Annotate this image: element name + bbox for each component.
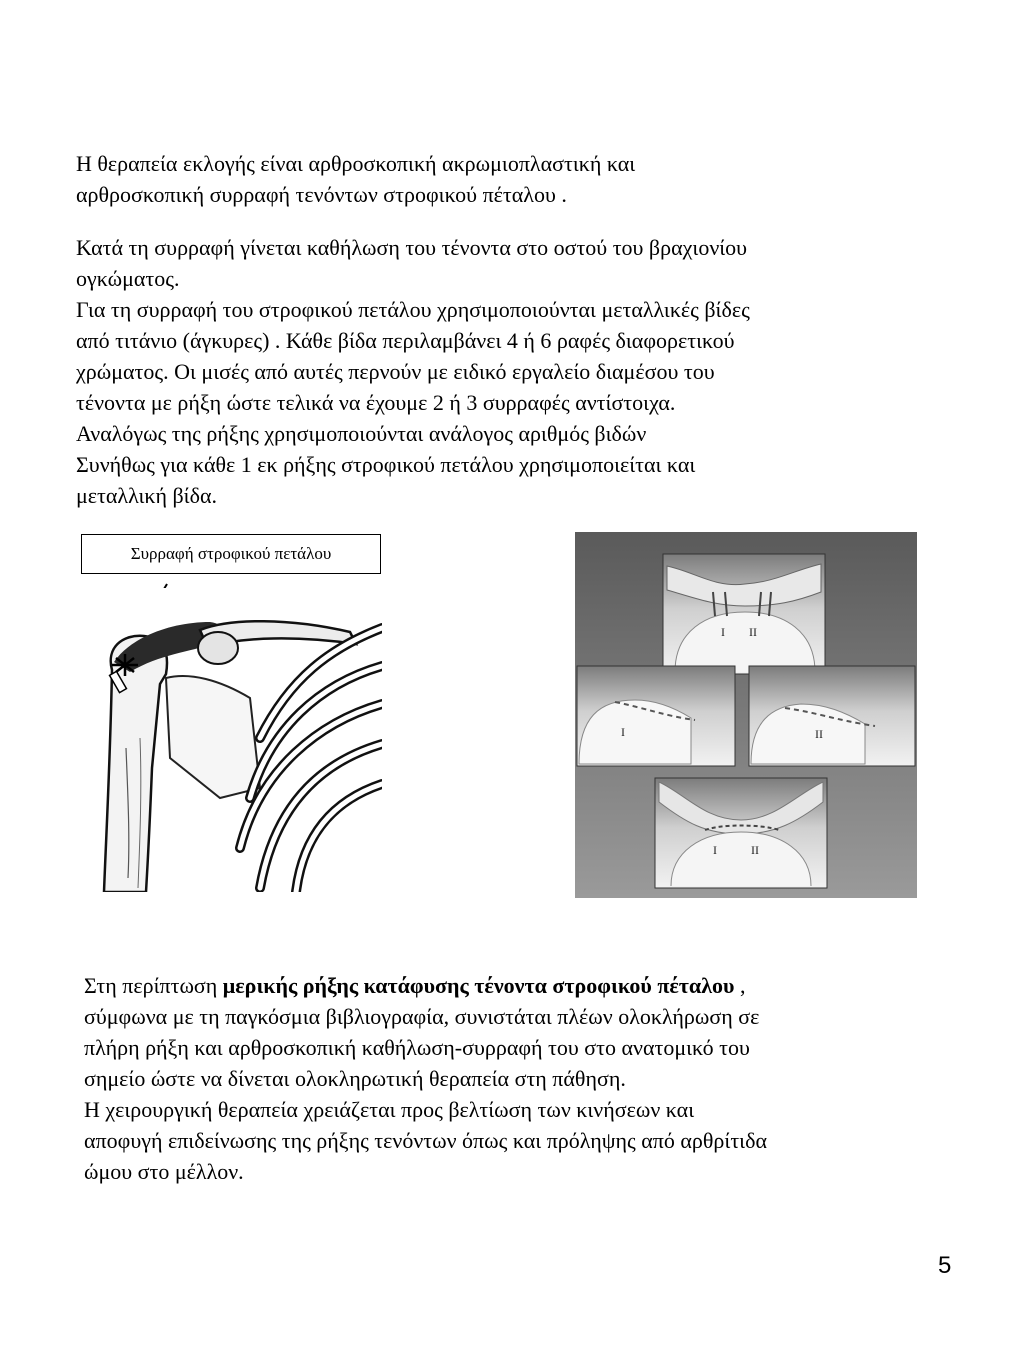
figure-callout-label: Συρραφή στροφικού πετάλου — [81, 534, 381, 574]
text-line: Κατά τη συρραφή γίνεται καθήλωση του τένοντα στο οστού του βραχιονίου — [76, 235, 748, 260]
text-line: τένοντα με ρήξη ώστε τελικά να έχουμε 2 ή 3 συρραφές αντίστοιχα. — [76, 390, 676, 415]
text-line: Η χειρουργική θεραπεία χρειάζεται προς βελτίωση των κινήσεων και — [84, 1097, 695, 1122]
label-top-II: II — [749, 625, 757, 639]
step-panel-left — [577, 666, 735, 766]
text-fragment: Στη περίπτωση — [84, 973, 223, 998]
text-line: ογκώματος. — [76, 266, 180, 291]
text-line: ώμου στο μέλλον. — [84, 1159, 244, 1184]
text-line: χρώματος. Οι μισές από αυτές περνούν με ειδικό εργαλείο διαμέσου του — [76, 359, 715, 384]
step-panel-top — [663, 554, 825, 674]
text-line: Συνήθως για κάθε 1 εκ ρήξης στροφικού πετάλου χρησιμοποιείται και — [76, 452, 696, 477]
text-line: σημείο ώστε να δίνεται ολοκληρωτική θεραπεία στη πάθηση. — [84, 1066, 626, 1091]
text-fragment: , — [734, 973, 746, 998]
text-line: αρθροσκοπική συρραφή τενόντων στροφικού πέταλου . — [76, 182, 567, 207]
step-panel-bottom — [655, 778, 827, 888]
text-line: Για τη συρραφή του στροφικού πετάλου χρησιμοποιούνται μεταλλικές βίδες — [76, 297, 750, 322]
text-line — [84, 970, 964, 1001]
label-bottom-II: II — [751, 843, 759, 857]
label-right-II: II — [815, 727, 823, 741]
text-line: από τιτάνιο (άγκυρες) . Κάθε βίδα περιλαμβάνει 4 ή 6 ραφές διαφορετικού — [76, 328, 735, 353]
page-number: 5 — [938, 1252, 952, 1279]
text-line: πλήρη ρήξη και αρθροσκοπική καθήλωση-συρραφή του στο ανατομικό του — [84, 1035, 750, 1060]
suture-steps-illustration — [575, 532, 917, 898]
step-panel-right — [749, 666, 915, 766]
partial-tear-paragraph — [84, 970, 964, 1187]
text-line: Αναλόγως της ρήξης χρησιμοποιούνται ανάλογος αριθμός βιδών — [76, 421, 647, 446]
text-line: σύμφωνα με τη παγκόσμια βιβλιογραφία, συνιστάται πλέων ολοκλήρωση σε — [84, 1004, 760, 1029]
shoulder-skeleton-illustration — [100, 588, 382, 892]
label-left-I: I — [621, 725, 625, 739]
text-line: μεταλλική βίδα. — [76, 483, 217, 508]
label-top-I: I — [721, 625, 725, 639]
intro-paragraph — [76, 148, 956, 210]
text-line: Η θεραπεία εκλογής είναι αρθροσκοπική ακρωμιοπλαστική και — [76, 151, 636, 176]
text-line: αποφυγή επιδείνωσης της ρήξης τενόντων όπως και πρόληψης από αρθρίτιδα — [84, 1128, 767, 1153]
emphasis-text: μερικής ρήξης κατάφυσης τένοντα στροφικού πέταλου — [222, 973, 735, 998]
suture-paragraph — [76, 232, 956, 511]
label-bottom-I: I — [713, 843, 717, 857]
